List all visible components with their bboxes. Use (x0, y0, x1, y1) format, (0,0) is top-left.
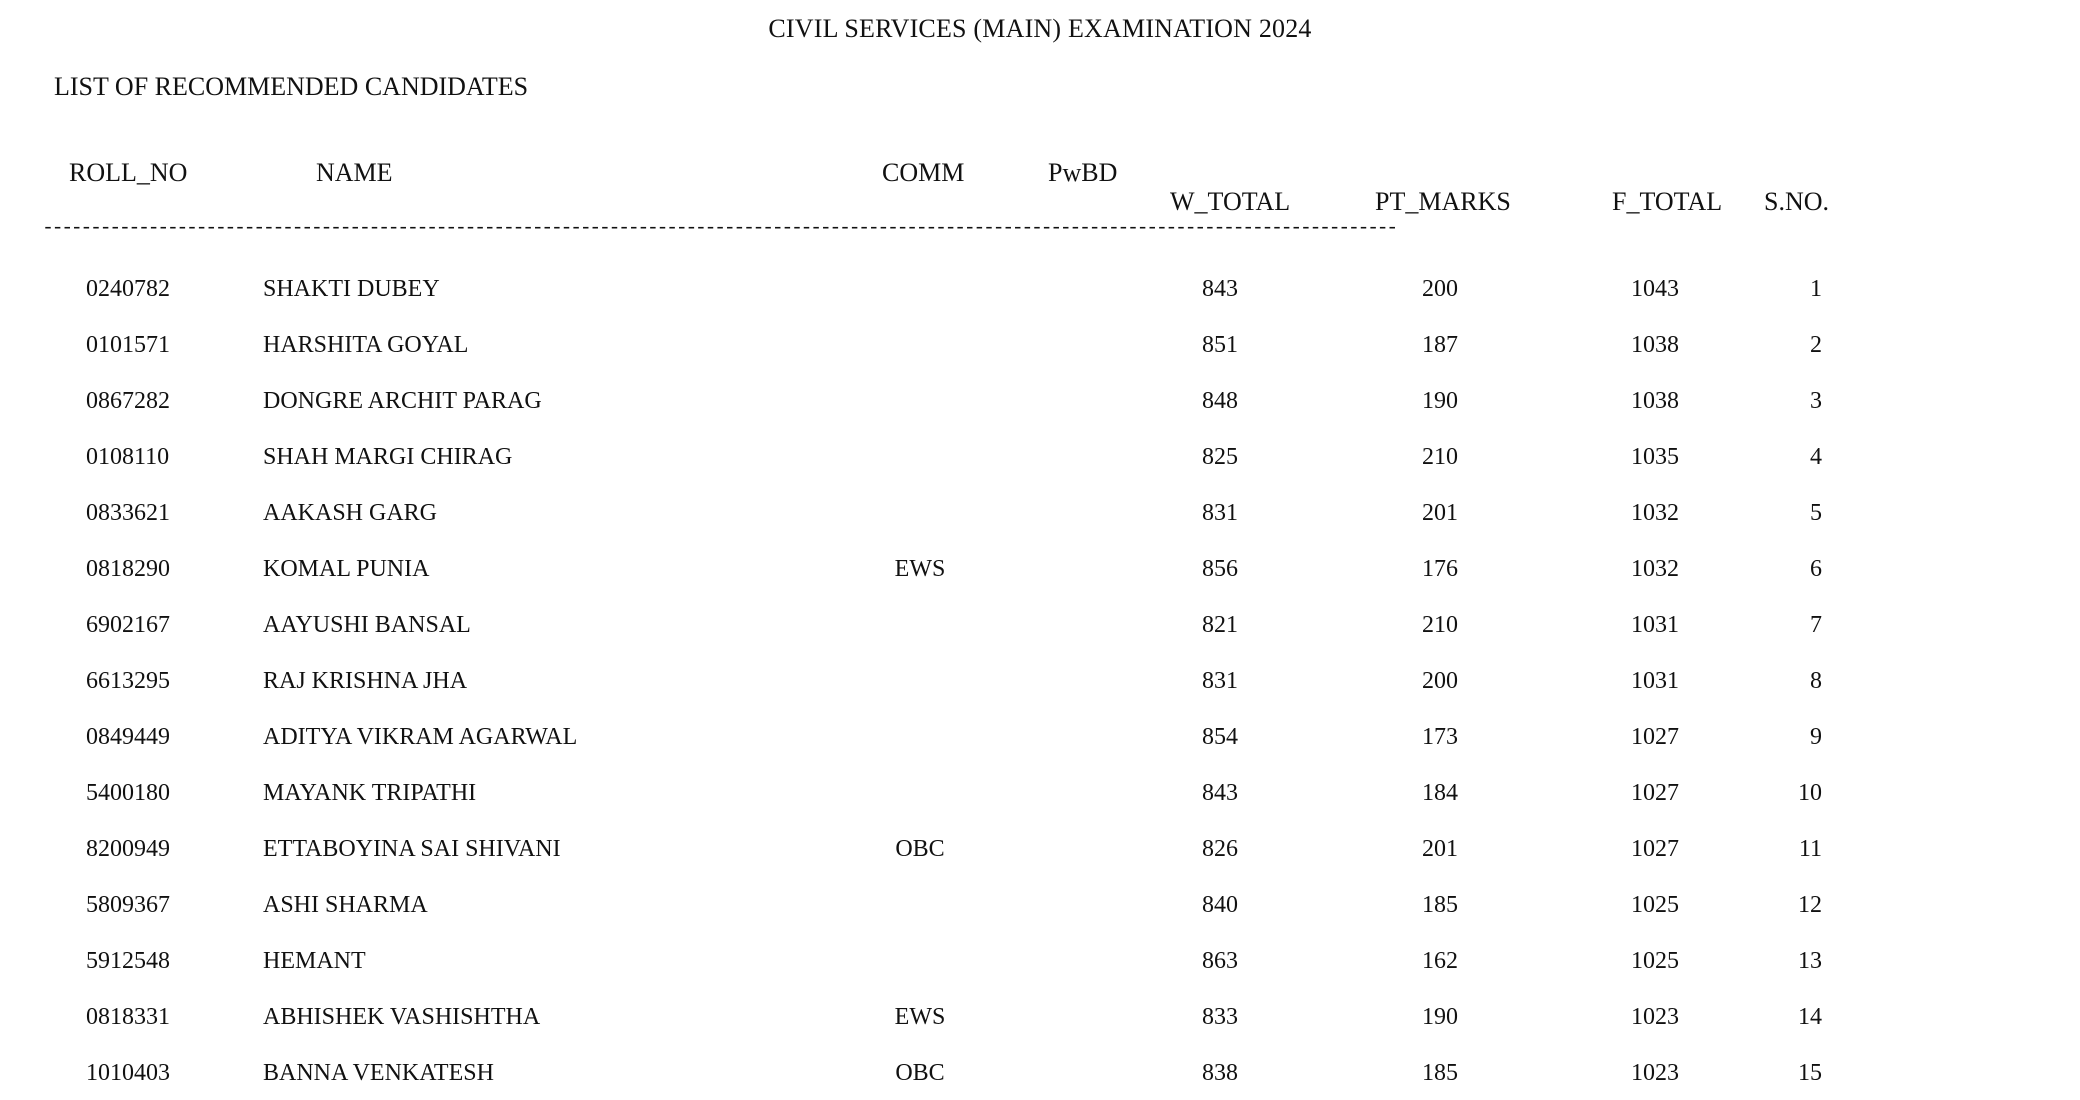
table-row (0, 612, 1920, 652)
table-row (0, 780, 1920, 820)
cell-s-no: 14 (1798, 1004, 1822, 1030)
table-row (0, 276, 1920, 316)
table-row (0, 892, 1920, 932)
cell-pt-marks: 185 (1422, 1060, 1458, 1086)
cell-roll-no: 5809367 (86, 892, 170, 918)
cell-w-total: 843 (1202, 780, 1238, 806)
cell-f-total: 1038 (1631, 388, 1679, 414)
cell-w-total: 843 (1202, 276, 1238, 302)
cell-roll-no: 8200949 (86, 836, 170, 862)
cell-s-no: 15 (1798, 1060, 1822, 1086)
cell-roll-no: 5400180 (86, 780, 170, 806)
cell-f-total: 1025 (1631, 892, 1679, 918)
cell-pt-marks: 190 (1422, 388, 1458, 414)
cell-w-total: 833 (1202, 1004, 1238, 1030)
table-row (0, 1060, 1920, 1100)
document-title: CIVIL SERVICES (MAIN) EXAMINATION 2024 (768, 14, 1312, 43)
cell-comm: OBC (895, 836, 945, 862)
cell-f-total: 1027 (1631, 780, 1679, 806)
header-pt-marks: PT_MARKS (1375, 187, 1511, 216)
header-w-total: W_TOTAL (1170, 187, 1291, 216)
table-row (0, 500, 1920, 540)
cell-name: ETTABOYINA SAI SHIVANI (263, 836, 561, 862)
cell-name: AAKASH GARG (263, 500, 438, 526)
cell-s-no: 4 (1810, 444, 1822, 470)
cell-f-total: 1032 (1631, 500, 1679, 526)
table-row (0, 948, 1920, 988)
cell-name: ASHI SHARMA (263, 892, 428, 918)
table-row (0, 444, 1920, 484)
cell-f-total: 1023 (1631, 1060, 1679, 1086)
header-comm: COMM (882, 158, 965, 187)
cell-name: ABHISHEK VASHISHTHA (263, 1004, 541, 1030)
cell-pt-marks: 173 (1422, 724, 1458, 750)
cell-w-total: 821 (1202, 612, 1238, 638)
cell-pt-marks: 201 (1422, 500, 1458, 526)
cell-name: SHAH MARGI CHIRAG (263, 444, 513, 470)
cell-roll-no: 1010403 (86, 1060, 170, 1086)
cell-f-total: 1027 (1631, 724, 1679, 750)
cell-roll-no: 0833621 (86, 500, 170, 526)
cell-roll-no: 0818290 (86, 556, 170, 582)
cell-f-total: 1025 (1631, 948, 1679, 974)
cell-roll-no: 0240782 (86, 276, 170, 302)
cell-roll-no: 0867282 (86, 388, 170, 414)
table-row (0, 556, 1920, 596)
cell-pt-marks: 200 (1422, 668, 1458, 694)
cell-pt-marks: 162 (1422, 948, 1458, 974)
cell-w-total: 831 (1202, 500, 1238, 526)
cell-name: HEMANT (263, 948, 366, 974)
cell-pt-marks: 210 (1422, 444, 1458, 470)
cell-s-no: 9 (1810, 724, 1822, 750)
table-row (0, 724, 1920, 764)
cell-roll-no: 6902167 (86, 612, 170, 638)
cell-f-total: 1038 (1631, 332, 1679, 358)
cell-s-no: 11 (1798, 836, 1822, 862)
cell-w-total: 854 (1202, 724, 1238, 750)
table-row (0, 1004, 1920, 1044)
cell-name: KOMAL PUNIA (263, 556, 430, 582)
cell-s-no: 5 (1810, 500, 1822, 526)
cell-w-total: 825 (1202, 444, 1238, 470)
cell-w-total: 863 (1202, 948, 1238, 974)
cell-pt-marks: 200 (1422, 276, 1458, 302)
cell-s-no: 13 (1798, 948, 1822, 974)
cell-w-total: 831 (1202, 668, 1238, 694)
table-row (0, 332, 1920, 372)
cell-w-total: 826 (1202, 836, 1238, 862)
cell-name: HARSHITA GOYAL (263, 332, 469, 358)
cell-pt-marks: 184 (1422, 780, 1458, 806)
cell-pt-marks: 176 (1422, 556, 1458, 582)
cell-name: AAYUSHI BANSAL (263, 612, 471, 638)
cell-s-no: 10 (1798, 780, 1822, 806)
cell-w-total: 848 (1202, 388, 1238, 414)
cell-name: RAJ KRISHNA JHA (263, 668, 468, 694)
header-roll-no: ROLL_NO (69, 158, 188, 187)
cell-comm: OBC (895, 1060, 945, 1086)
table-row (0, 836, 1920, 876)
cell-f-total: 1031 (1631, 668, 1679, 694)
cell-name: MAYANK TRIPATHI (263, 780, 477, 806)
cell-roll-no: 0818331 (86, 1004, 170, 1030)
list-heading: LIST OF RECOMMENDED CANDIDATES (54, 72, 529, 101)
cell-name: BANNA VENKATESH (263, 1060, 494, 1086)
cell-f-total: 1035 (1631, 444, 1679, 470)
cell-pt-marks: 201 (1422, 836, 1458, 862)
cell-roll-no: 5912548 (86, 948, 170, 974)
cell-pt-marks: 185 (1422, 892, 1458, 918)
cell-w-total: 856 (1202, 556, 1238, 582)
cell-pt-marks: 210 (1422, 612, 1458, 638)
header-name: NAME (316, 158, 393, 187)
cell-roll-no: 0108110 (86, 444, 170, 470)
cell-s-no: 6 (1810, 556, 1822, 582)
cell-roll-no: 6613295 (86, 668, 170, 694)
cell-s-no: 1 (1810, 276, 1822, 302)
cell-s-no: 8 (1810, 668, 1822, 694)
cell-f-total: 1043 (1631, 276, 1679, 302)
cell-name: ADITYA VIKRAM AGARWAL (263, 724, 578, 750)
header-s-no: S.NO. (1764, 187, 1830, 216)
cell-comm: EWS (894, 1004, 946, 1030)
table-row (0, 388, 1920, 428)
cell-s-no: 3 (1810, 388, 1822, 414)
cell-name: SHAKTI DUBEY (263, 276, 440, 302)
header-separator: --------------------------------------------------------------------------------------------------------------------------------------------- (42, 217, 1396, 240)
cell-f-total: 1032 (1631, 556, 1679, 582)
cell-roll-no: 0101571 (86, 332, 170, 358)
cell-pt-marks: 187 (1422, 332, 1458, 358)
cell-pt-marks: 190 (1422, 1004, 1458, 1030)
cell-s-no: 12 (1798, 892, 1822, 918)
cell-f-total: 1023 (1631, 1004, 1679, 1030)
cell-name: DONGRE ARCHIT PARAG (263, 388, 542, 414)
table-row (0, 668, 1920, 708)
cell-s-no: 7 (1810, 612, 1822, 638)
cell-w-total: 840 (1202, 892, 1238, 918)
cell-f-total: 1027 (1631, 836, 1679, 862)
header-pwbd: PwBD (1048, 158, 1118, 187)
cell-f-total: 1031 (1631, 612, 1679, 638)
cell-comm: EWS (894, 556, 946, 582)
cell-roll-no: 0849449 (86, 724, 170, 750)
cell-s-no: 2 (1810, 332, 1822, 358)
cell-w-total: 838 (1202, 1060, 1238, 1086)
cell-w-total: 851 (1202, 332, 1238, 358)
header-f-total: F_TOTAL (1612, 187, 1723, 216)
